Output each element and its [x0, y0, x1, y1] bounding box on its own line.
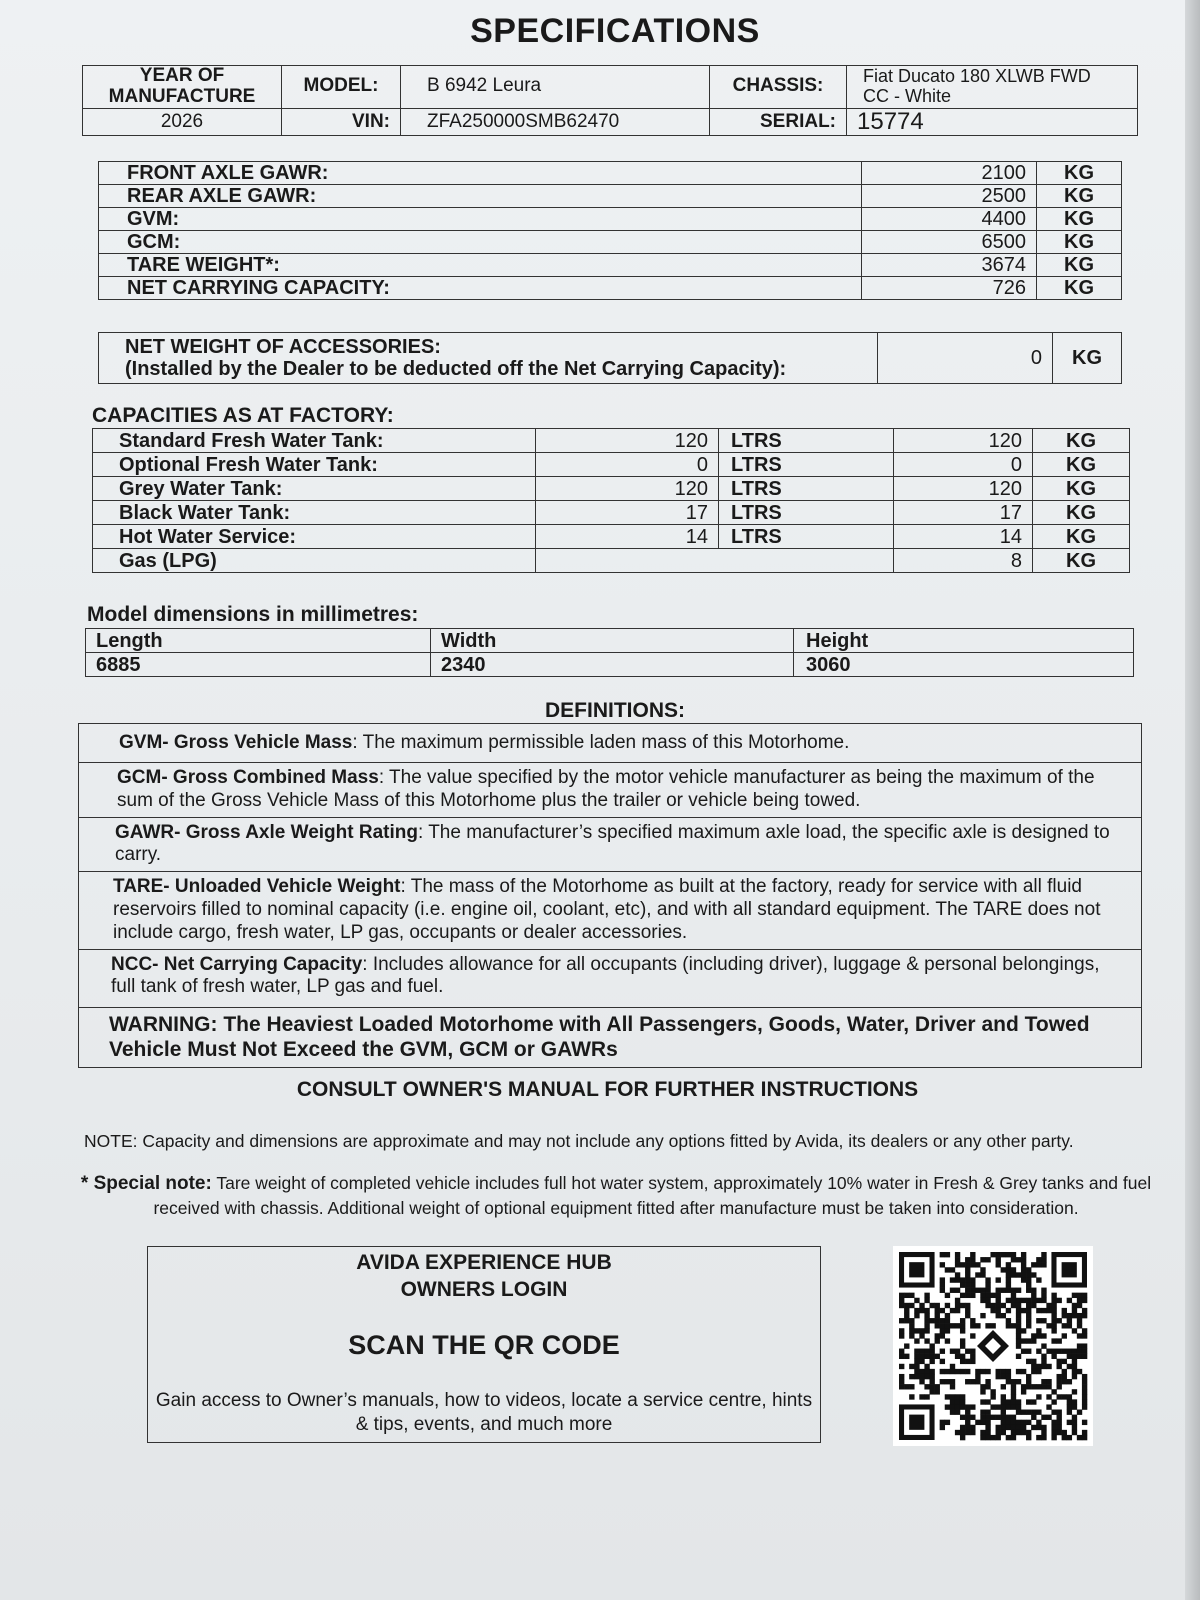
dimensions-table — [85, 628, 1134, 677]
hub-title: AVIDA EXPERIENCE HUB — [356, 1251, 612, 1274]
accessories-unit: KG — [1053, 333, 1122, 384]
year-value: 2026 — [83, 108, 282, 135]
accessories-label-line-2: (Installed by the Dealer to be deducted off the Net Carrying Capacity): — [125, 358, 787, 380]
table-row — [99, 254, 1122, 277]
capacity-kg: 120 — [894, 477, 1033, 501]
capacity-litres-unit: LTRS — [719, 501, 894, 525]
capacity-kg: 17 — [894, 501, 1033, 525]
table-row — [99, 162, 1122, 185]
consult-manual-notice: CONSULT OWNER'S MANUAL FOR FURTHER INSTRUCTIONS — [296, 1078, 919, 1101]
capacity-label: Optional Fresh Water Tank: — [93, 453, 536, 477]
capacity-label: Standard Fresh Water Tank: — [93, 429, 536, 453]
capacity-label: Grey Water Tank: — [93, 477, 536, 501]
capacity-litres: 14 — [536, 525, 719, 549]
mass-label: TARE WEIGHT*: — [99, 254, 862, 277]
width-label: Width — [431, 629, 794, 653]
definition-row — [79, 724, 1142, 763]
dimensions-title: Model dimensions in millimetres: — [87, 603, 419, 626]
accessories-table — [98, 332, 1122, 384]
table-row — [99, 208, 1122, 231]
special-note — [56, 1172, 1176, 1219]
capacities-table — [92, 428, 1130, 573]
width-value: 2340 — [431, 653, 794, 677]
capacity-note: NOTE: Capacity and dimensions are approximate and may not include any options fitted by Avida, its dealers or any other party. — [84, 1131, 1074, 1151]
table-row — [99, 185, 1122, 208]
table-row — [93, 477, 1130, 501]
mass-value: 726 — [862, 277, 1037, 300]
definition-row — [79, 817, 1142, 872]
capacity-kg-unit: KG — [1033, 549, 1130, 573]
height-label: Height — [794, 629, 1134, 653]
mass-unit: KG — [1037, 254, 1122, 277]
capacity-litres-unit: LTRS — [719, 453, 894, 477]
mass-unit: KG — [1037, 208, 1122, 231]
experience-hub-box — [147, 1246, 821, 1443]
mass-value: 6500 — [862, 231, 1037, 254]
definitions-title: DEFINITIONS: — [545, 699, 685, 722]
accessories-label — [99, 333, 878, 384]
special-note-text: Tare weight of completed vehicle includes full hot water system, approximately 10% water in Fresh & Grey tanks and fuel received with chassis. Additional weight of optional equipment fitted after manufacture must be taken into consideration. — [153, 1173, 1152, 1218]
warning-text: WARNING: The Heaviest Loaded Motorhome with All Passengers, Goods, Water, Driver and Towed Vehicle Must Not Exceed the GVM, GCM or GAWRs — [79, 1008, 1142, 1067]
length-label: Length — [86, 629, 431, 653]
accessories-value: 0 — [878, 333, 1053, 384]
definition-row — [79, 1008, 1142, 1067]
hub-subtitle: OWNERS LOGIN — [400, 1278, 568, 1302]
capacity-kg-unit: KG — [1033, 525, 1130, 549]
page-edge — [1185, 0, 1200, 1600]
table-row — [93, 549, 1130, 573]
mass-label: NET CARRYING CAPACITY: — [99, 277, 862, 300]
vehicle-header-table — [82, 65, 1138, 136]
serial-value: 15774 — [847, 108, 1138, 135]
mass-unit: KG — [1037, 231, 1122, 254]
capacity-kg: 0 — [894, 453, 1033, 477]
table-row — [99, 277, 1122, 300]
capacity-kg: 120 — [894, 429, 1033, 453]
capacity-litres-empty — [536, 549, 894, 573]
table-row — [99, 231, 1122, 254]
capacities-title: CAPACITIES AS AT FACTORY: — [92, 404, 394, 427]
capacity-litres: 17 — [536, 501, 719, 525]
model-value: B 6942 Leura — [401, 66, 710, 109]
table-row — [93, 501, 1130, 525]
chassis-label: CHASSIS: — [710, 66, 847, 109]
mass-label: REAR AXLE GAWR: — [99, 185, 862, 208]
scan-qr-heading: SCAN THE QR CODE — [348, 1329, 620, 1360]
mass-value: 3674 — [862, 254, 1037, 277]
hub-description: Gain access to Owner’s manuals, how to videos, locate a service centre, hints & tips, events, and much more — [155, 1389, 813, 1436]
definition-term: GVM- Gross Vehicle Mass — [119, 731, 353, 753]
page-title: SPECIFICATIONS — [470, 12, 760, 50]
definition-term: GCM- Gross Combined Mass — [117, 767, 379, 788]
definition-row — [79, 763, 1142, 818]
capacity-kg-unit: KG — [1033, 453, 1130, 477]
mass-value: 2100 — [862, 162, 1037, 185]
capacity-kg-unit: KG — [1033, 501, 1130, 525]
definition-text: : The mass of the Motorhome as built at the factory, ready for service with all fluid reservoirs filled to nominal capacity (i.e. engine oil, coolant, etc), and with all standard equipment. The TARE does not include cargo, fresh water, LP gas, occupants or dealer accessories. — [113, 876, 1101, 943]
table-row — [93, 429, 1130, 453]
mass-table — [98, 161, 1122, 300]
definition-text: : Includes allowance for all occupants (including driver), luggage & personal belongings, full tank of fresh water, LP gas and fuel. — [111, 953, 1100, 998]
table-row — [93, 453, 1130, 477]
mass-unit: KG — [1037, 185, 1122, 208]
definition-text: : The value specified by the motor vehicle manufacturer as being the maximum of the sum of the Gross Vehicle Mass of this Motorhome plus the trailer or vehicle being towed. — [117, 767, 1095, 811]
chassis-value — [847, 66, 1138, 109]
mass-value: 2500 — [862, 185, 1037, 208]
definition-gvm — [79, 724, 1142, 763]
capacity-litres: 120 — [536, 477, 719, 501]
table-row — [93, 525, 1130, 549]
definition-tare — [79, 872, 1142, 949]
special-note-label: * Special note: — [80, 1173, 212, 1194]
mass-unit: KG — [1037, 277, 1122, 300]
length-value: 6885 — [86, 653, 431, 677]
definition-row — [79, 949, 1142, 1008]
capacity-label: Hot Water Service: — [93, 525, 536, 549]
capacity-label: Gas (LPG) — [93, 549, 536, 573]
chassis-line-2: CC - White — [863, 85, 952, 106]
definitions-table — [78, 723, 1142, 1068]
mass-label: GVM: — [99, 208, 862, 231]
definition-text: : The manufacturer’s specified maximum axle load, the specific axle is designed to carry. — [115, 821, 1110, 866]
vin-label: VIN: — [282, 108, 401, 135]
qr-code-icon[interactable] — [893, 1246, 1093, 1446]
height-value: 3060 — [794, 653, 1134, 677]
capacity-litres-unit: LTRS — [719, 525, 894, 549]
definition-gawr — [79, 817, 1142, 872]
capacity-label: Black Water Tank: — [93, 501, 536, 525]
definition-term: GAWR- Gross Axle Weight Rating — [115, 821, 418, 843]
mass-value: 4400 — [862, 208, 1037, 231]
definition-term: NCC- Net Carrying Capacity — [111, 953, 363, 975]
year-label: YEAR OF MANUFACTURE — [83, 66, 282, 109]
capacity-kg: 14 — [894, 525, 1033, 549]
mass-label: FRONT AXLE GAWR: — [99, 162, 862, 185]
definition-row — [79, 872, 1142, 949]
definition-gcm — [79, 763, 1142, 818]
capacity-kg-unit: KG — [1033, 477, 1130, 501]
definition-ncc — [79, 949, 1142, 1008]
serial-label: SERIAL: — [710, 108, 847, 135]
capacity-kg-unit: KG — [1033, 429, 1130, 453]
vin-value: ZFA250000SMB62470 — [401, 108, 710, 135]
capacity-litres-unit: LTRS — [719, 477, 894, 501]
mass-unit: KG — [1037, 162, 1122, 185]
definition-term: TARE- Unloaded Vehicle Weight — [113, 876, 401, 898]
chassis-line-1: Fiat Ducato 180 XLWB FWD — [863, 66, 1091, 87]
capacity-kg: 8 — [894, 549, 1033, 573]
definition-text: : The maximum permissible laden mass of this Motorhome. — [352, 731, 850, 753]
capacity-litres: 120 — [536, 429, 719, 453]
qr-code-graphic — [893, 1246, 1093, 1446]
model-label: MODEL: — [282, 66, 401, 109]
capacity-litres: 0 — [536, 453, 719, 477]
accessories-label-line-1: NET WEIGHT OF ACCESSORIES: — [125, 336, 441, 358]
mass-label: GCM: — [99, 231, 862, 254]
capacity-litres-unit: LTRS — [719, 429, 894, 453]
